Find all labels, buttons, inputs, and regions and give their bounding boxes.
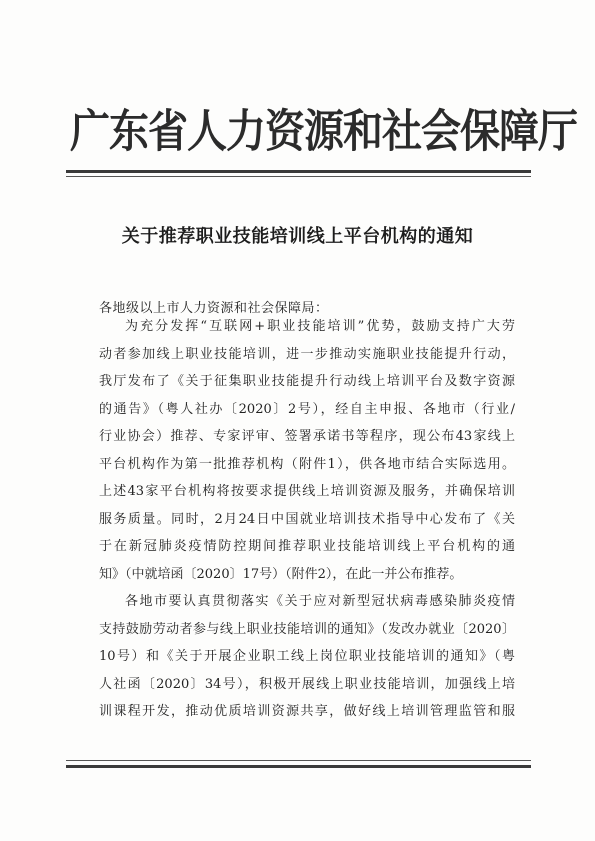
footer-rule-thin: [66, 760, 531, 761]
letterhead-org-name: 广东省人力资源和社会保障厅: [70, 105, 577, 158]
paragraph-line: 为充分发挥“互联网+职业技能培训”优势，鼓励支持广大劳: [125, 319, 515, 334]
paragraph-line: 行业协会）推荐、专家评审、签署承诺书等程序，现公布43家线上: [99, 429, 515, 444]
paragraph-line: 10号）和《关于开展企业职工线上岗位职业技能培训的通知》（粤: [99, 649, 515, 664]
paragraph-line: 各地市要认真贯彻落实《关于应对新型冠状病毒感染肺炎疫情: [125, 594, 515, 609]
paragraph-line: 知》（中就培函〔2020〕17号）（附件2），在此一并公布推荐。: [99, 566, 463, 582]
letterhead-rule-thin: [66, 176, 531, 177]
paragraph-line: 人社函〔2020〕34号），积极开展线上职业技能培训，加强线上培: [99, 676, 515, 692]
body-paragraph-1: [99, 313, 515, 588]
salutation: 各地级以上市人力资源和社会保障局：: [99, 301, 329, 316]
paragraph-line: 服务质量。同时，2月24日中国就业培训技术指导中心发布了《关: [99, 511, 515, 527]
footer-rule-thick: [66, 765, 531, 768]
paragraph-line: 训课程开发，推动优质培训资源共享，做好线上培训管理监管和服: [99, 704, 515, 719]
paragraph-line: 于在新冠肺炎疫情防控期间推荐职业技能培训线上平台机构的通: [99, 539, 515, 554]
paragraph-line: 的通告》（粤人社办〔2020〕2号），经自主申报、各地市（行业/: [99, 401, 515, 417]
paragraph-line: 我厅发布了《关于征集职业技能提升行动线上培训平台及数字资源: [99, 374, 515, 389]
paragraph-line: 上述43家平台机构将按要求提供线上培训资源及服务，并确保培训: [99, 484, 515, 499]
paragraph-line: 平台机构作为第一批推荐机构（附件1），供各地市结合实际选用。: [99, 456, 515, 472]
paragraph-line: 支持鼓励劳动者参与线上职业技能培训的通知》（发改办就业〔2020〕: [99, 621, 515, 637]
document-title: 关于推荐职业技能培训线上平台机构的通知: [121, 226, 474, 247]
paragraph-line: 动者参加线上职业技能培训，进一步推动实施职业技能提升行动，: [99, 346, 515, 362]
body-paragraph-2: [99, 588, 515, 726]
letterhead-rule-thick: [66, 170, 531, 173]
